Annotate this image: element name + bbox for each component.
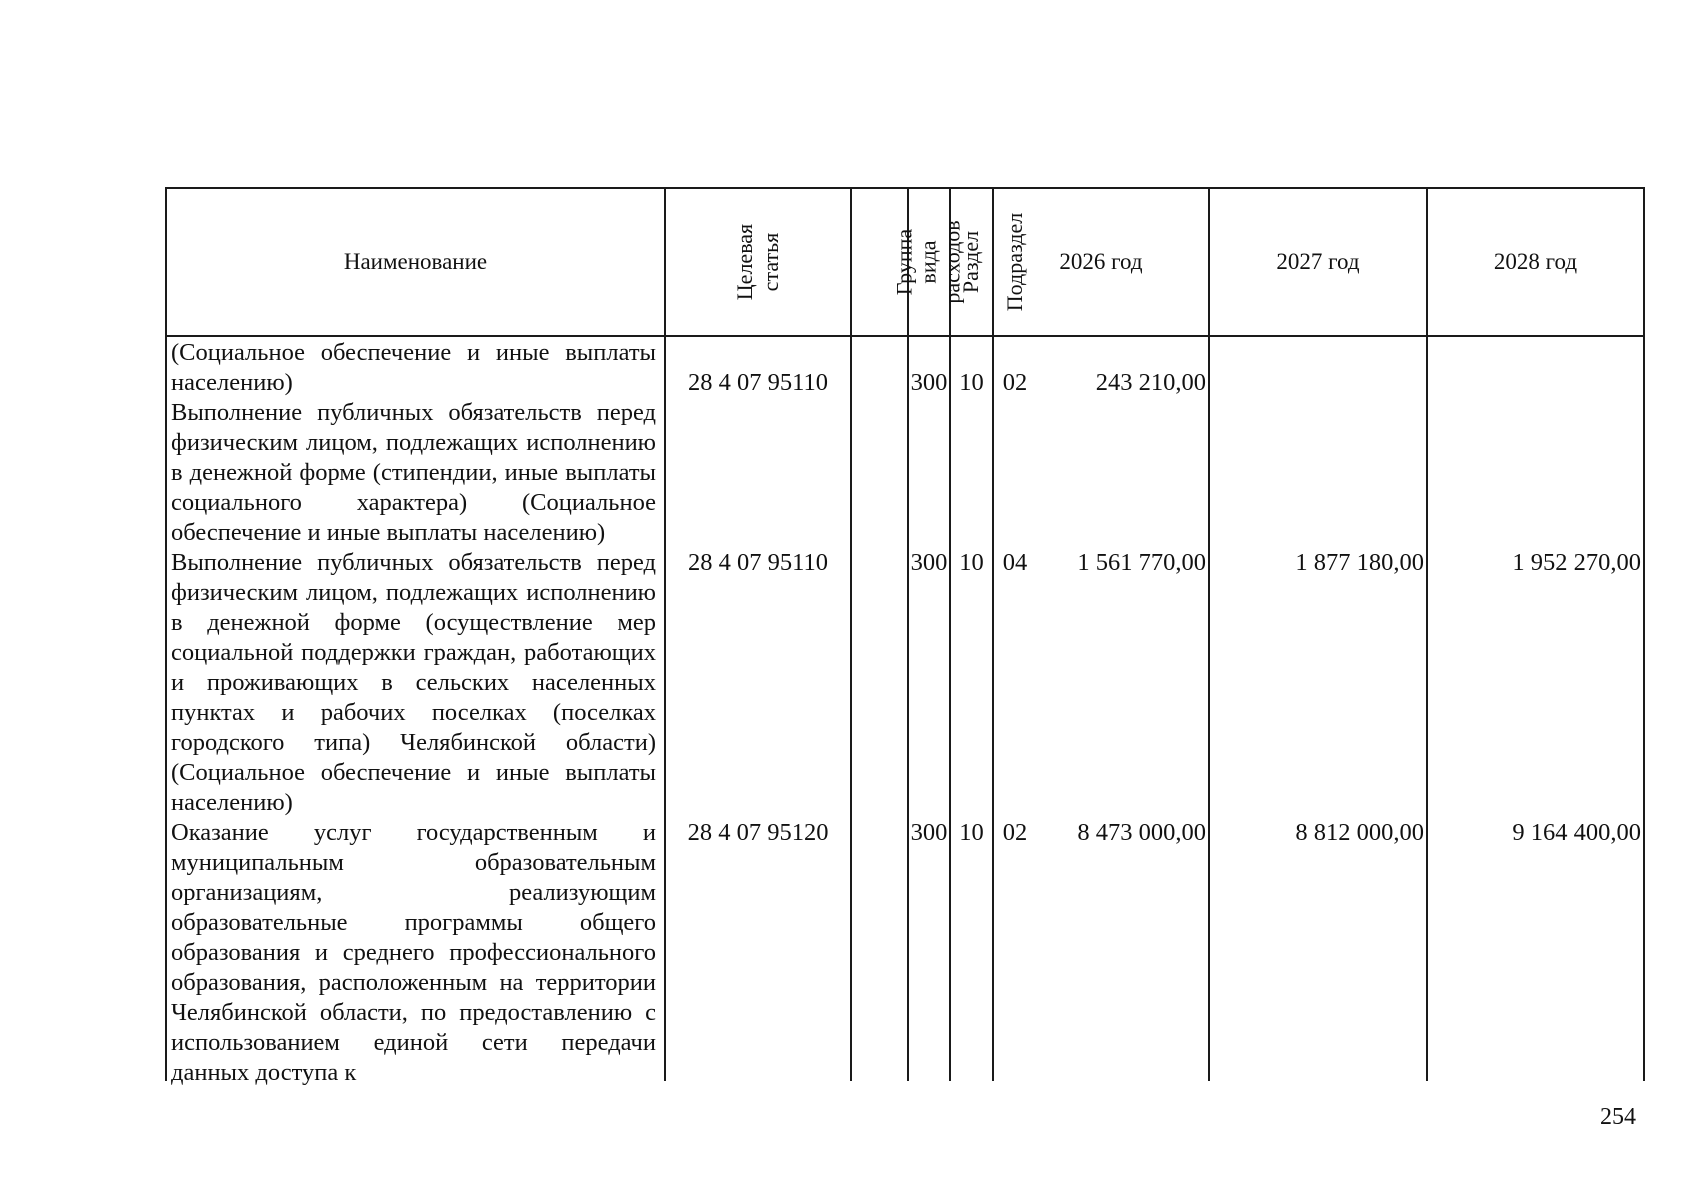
value-2028-cell: 9 164 400,00 — [1512, 819, 1641, 846]
header-year-2028-label: 2028 год — [1493, 249, 1578, 274]
column-divider — [850, 187, 852, 1081]
header-target-article-label: Целевая статья — [732, 223, 783, 300]
value-2027-cell: 1 877 180,00 — [1295, 549, 1424, 576]
header-divider — [165, 335, 1645, 337]
header-section — [951, 189, 992, 334]
name-cell: Оказание услуг государственным и муниципальным образовательным организациям, реализующим образовательные программы общего образования и среднего профессионального образования, расположенным на территории Челябинской области, по предоставлению с использованием единой сети передачи данных доступа к — [171, 819, 656, 1086]
name-cell: (Социальное обеспечение и иные выплаты населению) — [171, 339, 656, 396]
target-article-cell: 28 4 07 95110 — [688, 549, 828, 576]
expense-group-cell: 300 — [910, 549, 948, 576]
header-expense-group-label: Группа вида расходов — [892, 219, 965, 304]
name-column — [171, 338, 656, 1088]
value-2026-cell: 8 473 000,00 — [1077, 819, 1206, 846]
name-cell: Выполнение публичных обязательств перед физическим лицом, подлежащих исполнению в денежной форме (стипендии, иные выплаты социального характера) (Социальное обеспечение и иные выплаты населению) — [171, 399, 656, 546]
table-border-right — [1643, 187, 1645, 1081]
header-target-article — [666, 189, 850, 334]
header-year-2027-label: 2027 год — [1276, 249, 1360, 274]
target-article-cell: 28 4 07 95120 — [687, 819, 829, 846]
target-article-cell: 28 4 07 95110 — [688, 369, 828, 396]
header-expense-group — [892, 189, 965, 334]
header-section-label: Раздел — [958, 230, 984, 293]
header-year-2026-label: 2026 год — [1059, 249, 1143, 274]
header-year-2026 — [994, 189, 1208, 334]
header-name — [167, 189, 664, 334]
value-2027-cell: 8 812 000,00 — [1295, 819, 1424, 846]
expense-group-cell: 300 — [910, 819, 948, 846]
value-2028-cell: 1 952 270,00 — [1512, 549, 1641, 576]
section-cell: 10 — [959, 369, 984, 396]
name-cell: Выполнение публичных обязательств перед физическим лицом, подлежащих исполнению в денежной форме (осуществление мер социальной поддержки граждан, работающих и проживающих в сельских населенных пунктах и рабочих поселках (поселках городского типа) Челябинской области) (Социальное обеспечение и иные выплаты населению) — [171, 549, 656, 816]
header-name-label: Наименование — [343, 249, 488, 274]
header-subsection-label: Подраздел — [1002, 212, 1028, 311]
section-cell: 10 — [959, 819, 984, 846]
header-year-2027 — [1210, 189, 1426, 334]
subsection-cell: 02 — [1002, 369, 1028, 396]
section-cell: 10 — [959, 549, 984, 576]
subsection-cell: 04 — [1002, 549, 1028, 576]
value-2026-cell: 1 561 770,00 — [1077, 549, 1206, 576]
expense-group-cell: 300 — [910, 369, 948, 396]
header-year-2028 — [1428, 189, 1643, 334]
budget-table — [165, 187, 1645, 1086]
subsection-cell: 02 — [1002, 819, 1028, 846]
page-number: 254 — [1600, 1104, 1636, 1130]
value-2026-cell: 243 210,00 — [1095, 369, 1206, 396]
